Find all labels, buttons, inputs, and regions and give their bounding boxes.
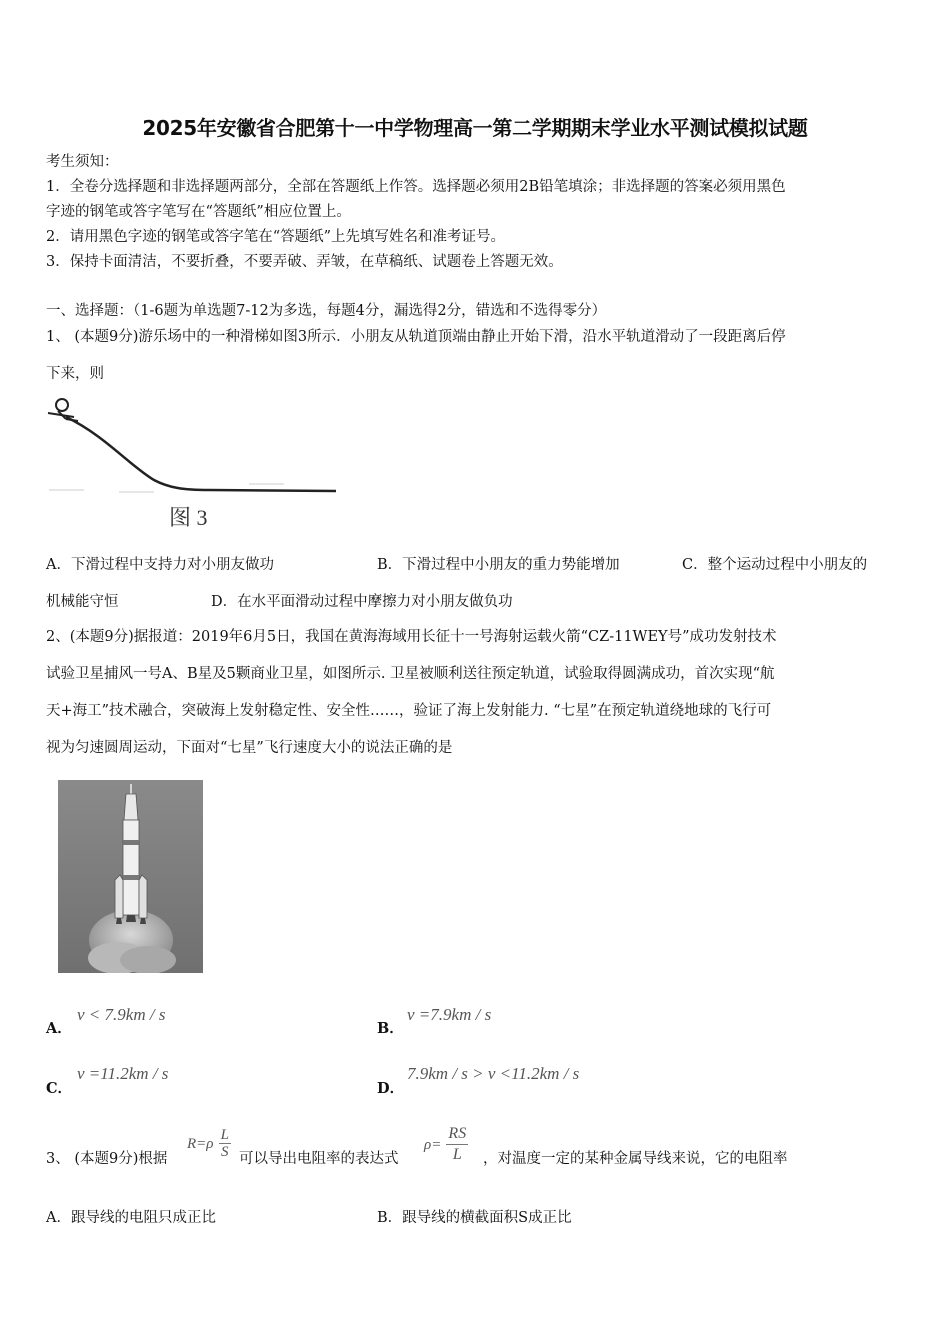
- resistivity-formula-fraction: [446, 1124, 468, 1165]
- notice-item: 1．全卷分选择题和非选择题两部分，全部在答题纸上作答。选择题必须用2B铅笔填涂；非选择题的答案必须用黑色: [46, 179, 786, 195]
- resistance-formula-fraction: [219, 1127, 231, 1160]
- page-title: 2025年安徽省合肥第十一中学物理高一第二学期期末学业水平测试模拟试题: [142, 116, 808, 140]
- slide-track: [66, 417, 336, 491]
- q1-option-b: B．下滑过程中小朋友的重力势能增加: [377, 557, 620, 573]
- question-3-middle: 可以导出电阻率的表达式: [239, 1151, 399, 1167]
- q2-option-d-label: D．: [377, 1080, 405, 1097]
- question-2-text: 2、(本题9分)据报道：2019年6月5日，我国在黄海海域用长征十一号海射运载火箭“CZ-11WEY号”成功发射技术: [46, 629, 777, 645]
- notice-item: 3．保持卡面清洁，不要折叠，不要弄破、弄皱，在草稿纸、试题卷上答题无效。: [46, 254, 563, 270]
- notice-item: 字迹的钢笔或答字笔写在“答题纸”相应位置上。: [46, 204, 351, 220]
- formula-numerator: L: [220, 1127, 229, 1143]
- question-2-text: 天+海工”技术融合，突破海上发射稳定性、安全性……，验证了海上发射能力. “七星”在预定轨道绕地球的飞行可: [46, 703, 772, 719]
- q1-option-c-cont: 机械能守恒: [46, 594, 119, 610]
- q3-option-a: A．跟导线的电阻只成正比: [46, 1210, 216, 1226]
- q1-option-d: D．在水平面滑动过程中摩擦力对小朋友做负功: [211, 594, 513, 610]
- question-3-prefix: 3、 (本题9分)根据: [46, 1151, 168, 1167]
- q2-option-d-formula: 7.9km / s > v <11.2km / s: [407, 1064, 580, 1083]
- formula-denominator: S: [221, 1144, 229, 1160]
- figure-label: 图 3: [169, 505, 208, 530]
- question-2-text: 试验卫星捕风一号A、B星及5颗商业卫星，如图所示. 卫星被顺利送往预定轨道，试验取得圆满成功，首次实现“航: [46, 666, 775, 682]
- slide-figure: [44, 395, 344, 535]
- q1-option-c: C．整个运动过程中小朋友的: [682, 557, 868, 573]
- q2-option-a-formula: v < 7.9km / s: [77, 1005, 166, 1024]
- q3-option-b: B．跟导线的横截面积S成正比: [377, 1210, 572, 1226]
- question-2-text: 视为匀速圆周运动，下面对“七星”飞行速度大小的说法正确的是: [46, 740, 453, 756]
- resistivity-formula: [424, 1124, 468, 1165]
- q2-option-a-label: A．: [46, 1020, 72, 1037]
- q2-option-c-formula: v =11.2km / s: [77, 1064, 169, 1083]
- question-3-suffix: ，对温度一定的某种金属导线来说，它的电阻率: [483, 1151, 788, 1167]
- rocket-launch-photo: [58, 780, 203, 973]
- q2-option-b-label: B．: [377, 1020, 404, 1037]
- notice-heading: 考生须知：: [46, 154, 119, 170]
- question-1-text-cont: 下来，则: [46, 366, 104, 382]
- formula-numerator: RS: [446, 1124, 468, 1145]
- q2-option-c-label: C．: [46, 1080, 73, 1097]
- resistance-formula: [187, 1127, 231, 1160]
- q1-option-a: A．下滑过程中支持力对小朋友做功: [46, 557, 274, 573]
- question-1-text: 1、 (本题9分)游乐场中的一种滑梯如图3所示．小朋友从轨道顶端由静止开始下滑，沿水平轨道滑动了一段距离后停: [46, 329, 786, 345]
- child-figure: [48, 399, 78, 421]
- resistance-formula-lhs: R=ρ: [187, 1135, 214, 1152]
- formula-denominator: L: [452, 1146, 462, 1163]
- resistivity-formula-lhs: ρ=: [424, 1136, 442, 1153]
- notice-item: 2．请用黑色字迹的钢笔或答字笔在“答题纸”上先填写姓名和准考证号。: [46, 229, 506, 245]
- q2-option-b-formula: v =7.9km / s: [407, 1005, 492, 1024]
- section-heading: 一、选择题：（1-6题为单选题7-12为多选，每题4分，漏选得2分，错选和不选得零分）: [46, 303, 607, 319]
